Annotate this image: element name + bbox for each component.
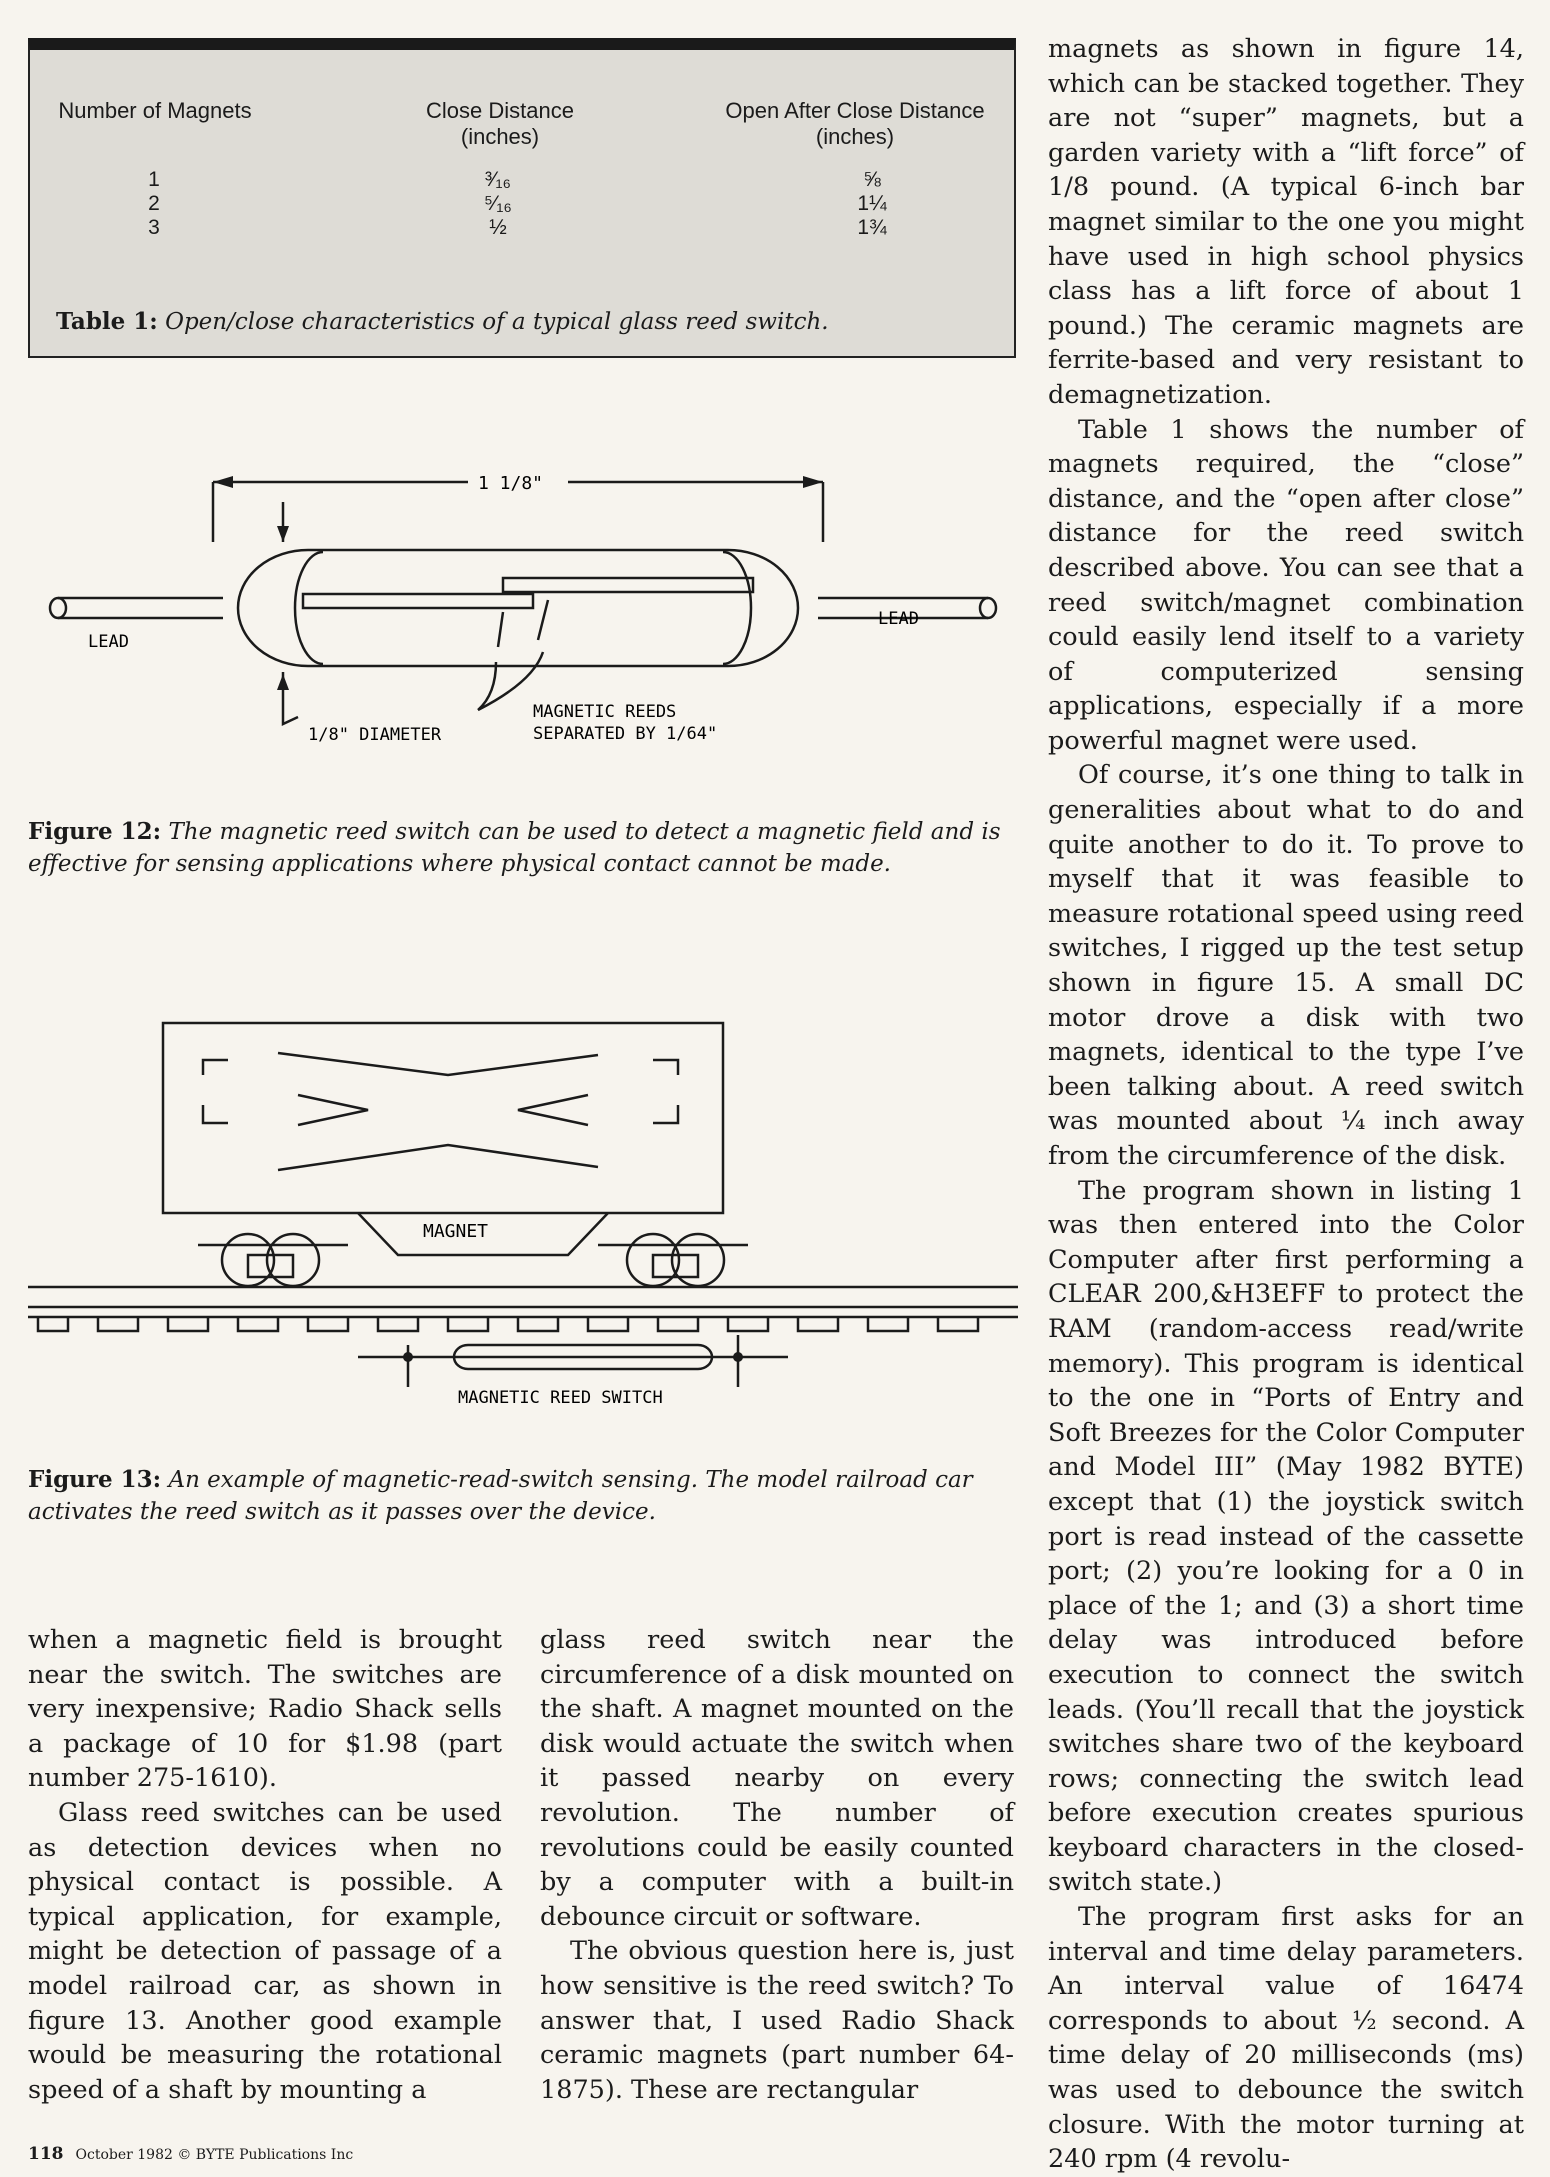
figure-13-caption: Figure 13: An example of magnetic-read-switch sensing. The model railroad car activates the reed switch as it passes over the device. [28, 1466, 973, 1525]
header-open-after-close: Open After Close Distance (inches) [725, 98, 985, 149]
body-column-3 [1048, 32, 1524, 2177]
magnet-label: MAGNET [423, 1221, 489, 1242]
paragraph: Of course, it’s one thing to talk in generalities about what to do and quite another to do it. To prove to myself that it was feasible to measure rotational speed using reed switches, I rigged up the test setup shown in figure 15. A small DC motor drove a disk with two magnets, identical to the type I’ve been talking about. A reed switch was mounted about ¼ inch away from the circumference of the disk. [1048, 760, 1524, 1171]
body-column-2 [540, 1623, 1014, 2107]
paragraph: glass reed switch near the circumference of a disk mounted on the shaft. A magnet mounted on the disk would actuate the switch when it passed nearby on every revolution. The number of revolutions could be easily counted by a computer with a built-in debounce circuit or software. [540, 1625, 1014, 1932]
table-cell: ½ [489, 216, 507, 239]
table-cell: 2 [148, 192, 160, 215]
figure-12-caption: Figure 12: The magnetic reed switch can be used to detect a magnetic field and is effective for sensing applications where physical contact cannot be made. [28, 818, 1001, 877]
figure-12-reed-switch-diagram [28, 462, 1018, 762]
paragraph: The program shown in listing 1 was then entered into the Color Computer after first performing a CLEAR 200,&H3EFF to protect the RAM (random-access read/write memory). This program is identical to the one in “Ports of Entry and Soft Breezes for the Color Computer and Model III” (May 1982 BYTE) except that (1) the joystick switch port is read instead of the cassette port; (2) you’re looking for a 0 in place of the 1; and (3) a short time delay was introduced before execution to connect the switch leads. (You’ll recall that the joystick switches share two of the keyboard rows; connecting the switch lead before execution creates spurious keyboard characters in the closed-switch state.) [1048, 1175, 1524, 1898]
paragraph: Glass reed switches can be used as detection devices when no physical contact is possible. A typical application, for example, might be detection of passage of a model railroad car, as shown in figure 13. Another good example would be measuring the rotational speed of a shaft by mounting a [28, 1797, 502, 2105]
dimension-length-label: 1 1/8" [478, 473, 544, 494]
reeds-separation-label: SEPARATED BY 1/64" [533, 724, 718, 744]
paragraph: magnets as shown in figure 14, which can be stacked together. They are not “super” magnets, but a garden variety with a “lift force” of 1/8 pound. (A typical 6-inch bar magnet similar to the one you might have used in high school physics class has a lift force of about 1 pound.) The ceramic magnets are ferrite-based and very resistant to demagnetization. [1048, 34, 1524, 410]
table-cell: 1¾ [857, 216, 887, 239]
page-number: 118 [28, 2144, 64, 2164]
header-number-of-magnets: Number of Magnets [58, 98, 252, 123]
figure-13-railroad-diagram [28, 1015, 1018, 1435]
header-close-distance: Close Distance (inches) [426, 98, 574, 149]
lead-left-label: LEAD [88, 632, 129, 652]
magnetic-reed-switch-label: MAGNETIC REED SWITCH [458, 1388, 663, 1408]
diameter-label: 1/8" DIAMETER [308, 725, 442, 745]
body-column-1 [28, 1623, 502, 2107]
table-cell: 3 [148, 216, 160, 239]
table-cell: 1 [148, 168, 160, 191]
paragraph: The program first asks for an interval and time delay parameters. An interval value of 16474 corresponds to about ½ second. A time delay of 20 milliseconds (ms) was used to debounce the switch closure. With the motor turning at 240 rpm (4 revolu- [1048, 1902, 1524, 2175]
page-footer [28, 2144, 353, 2164]
paragraph: Table 1 shows the number of magnets required, the “close” distance, and the “open after close” distance for the reed switch described above. You can see that a reed switch/magnet combination could easily lend itself to a variety of computerized sensing applications, especially if a more powerful magnet were used. [1048, 414, 1524, 756]
lead-right-label: LEAD [878, 609, 919, 629]
table-cell: ⁵⁄₁₆ [484, 192, 512, 215]
table-1 [28, 38, 1016, 358]
table-cell: ³⁄₁₆ [484, 168, 512, 191]
paragraph: The obvious question here is, just how sensitive is the reed switch? To answer that, I used Radio Shack ceramic magnets (part number 64-1875). These are rectangular [540, 1936, 1014, 2105]
table-cell: 1¼ [857, 192, 887, 215]
magnetic-reeds-label: MAGNETIC REEDS [533, 702, 677, 722]
publication-credit: October 1982 © BYTE Publications Inc [75, 2147, 354, 2163]
table-cell: ⅝ [863, 168, 881, 191]
table-1-caption: Table 1: Open/close characteristics of a typical glass reed switch. [56, 308, 829, 335]
paragraph: when a magnetic field is brought near the switch. The switches are very inexpensive; Radio Shack sells a package of 10 for $1.98 (part number 275-1610). [28, 1625, 502, 1794]
